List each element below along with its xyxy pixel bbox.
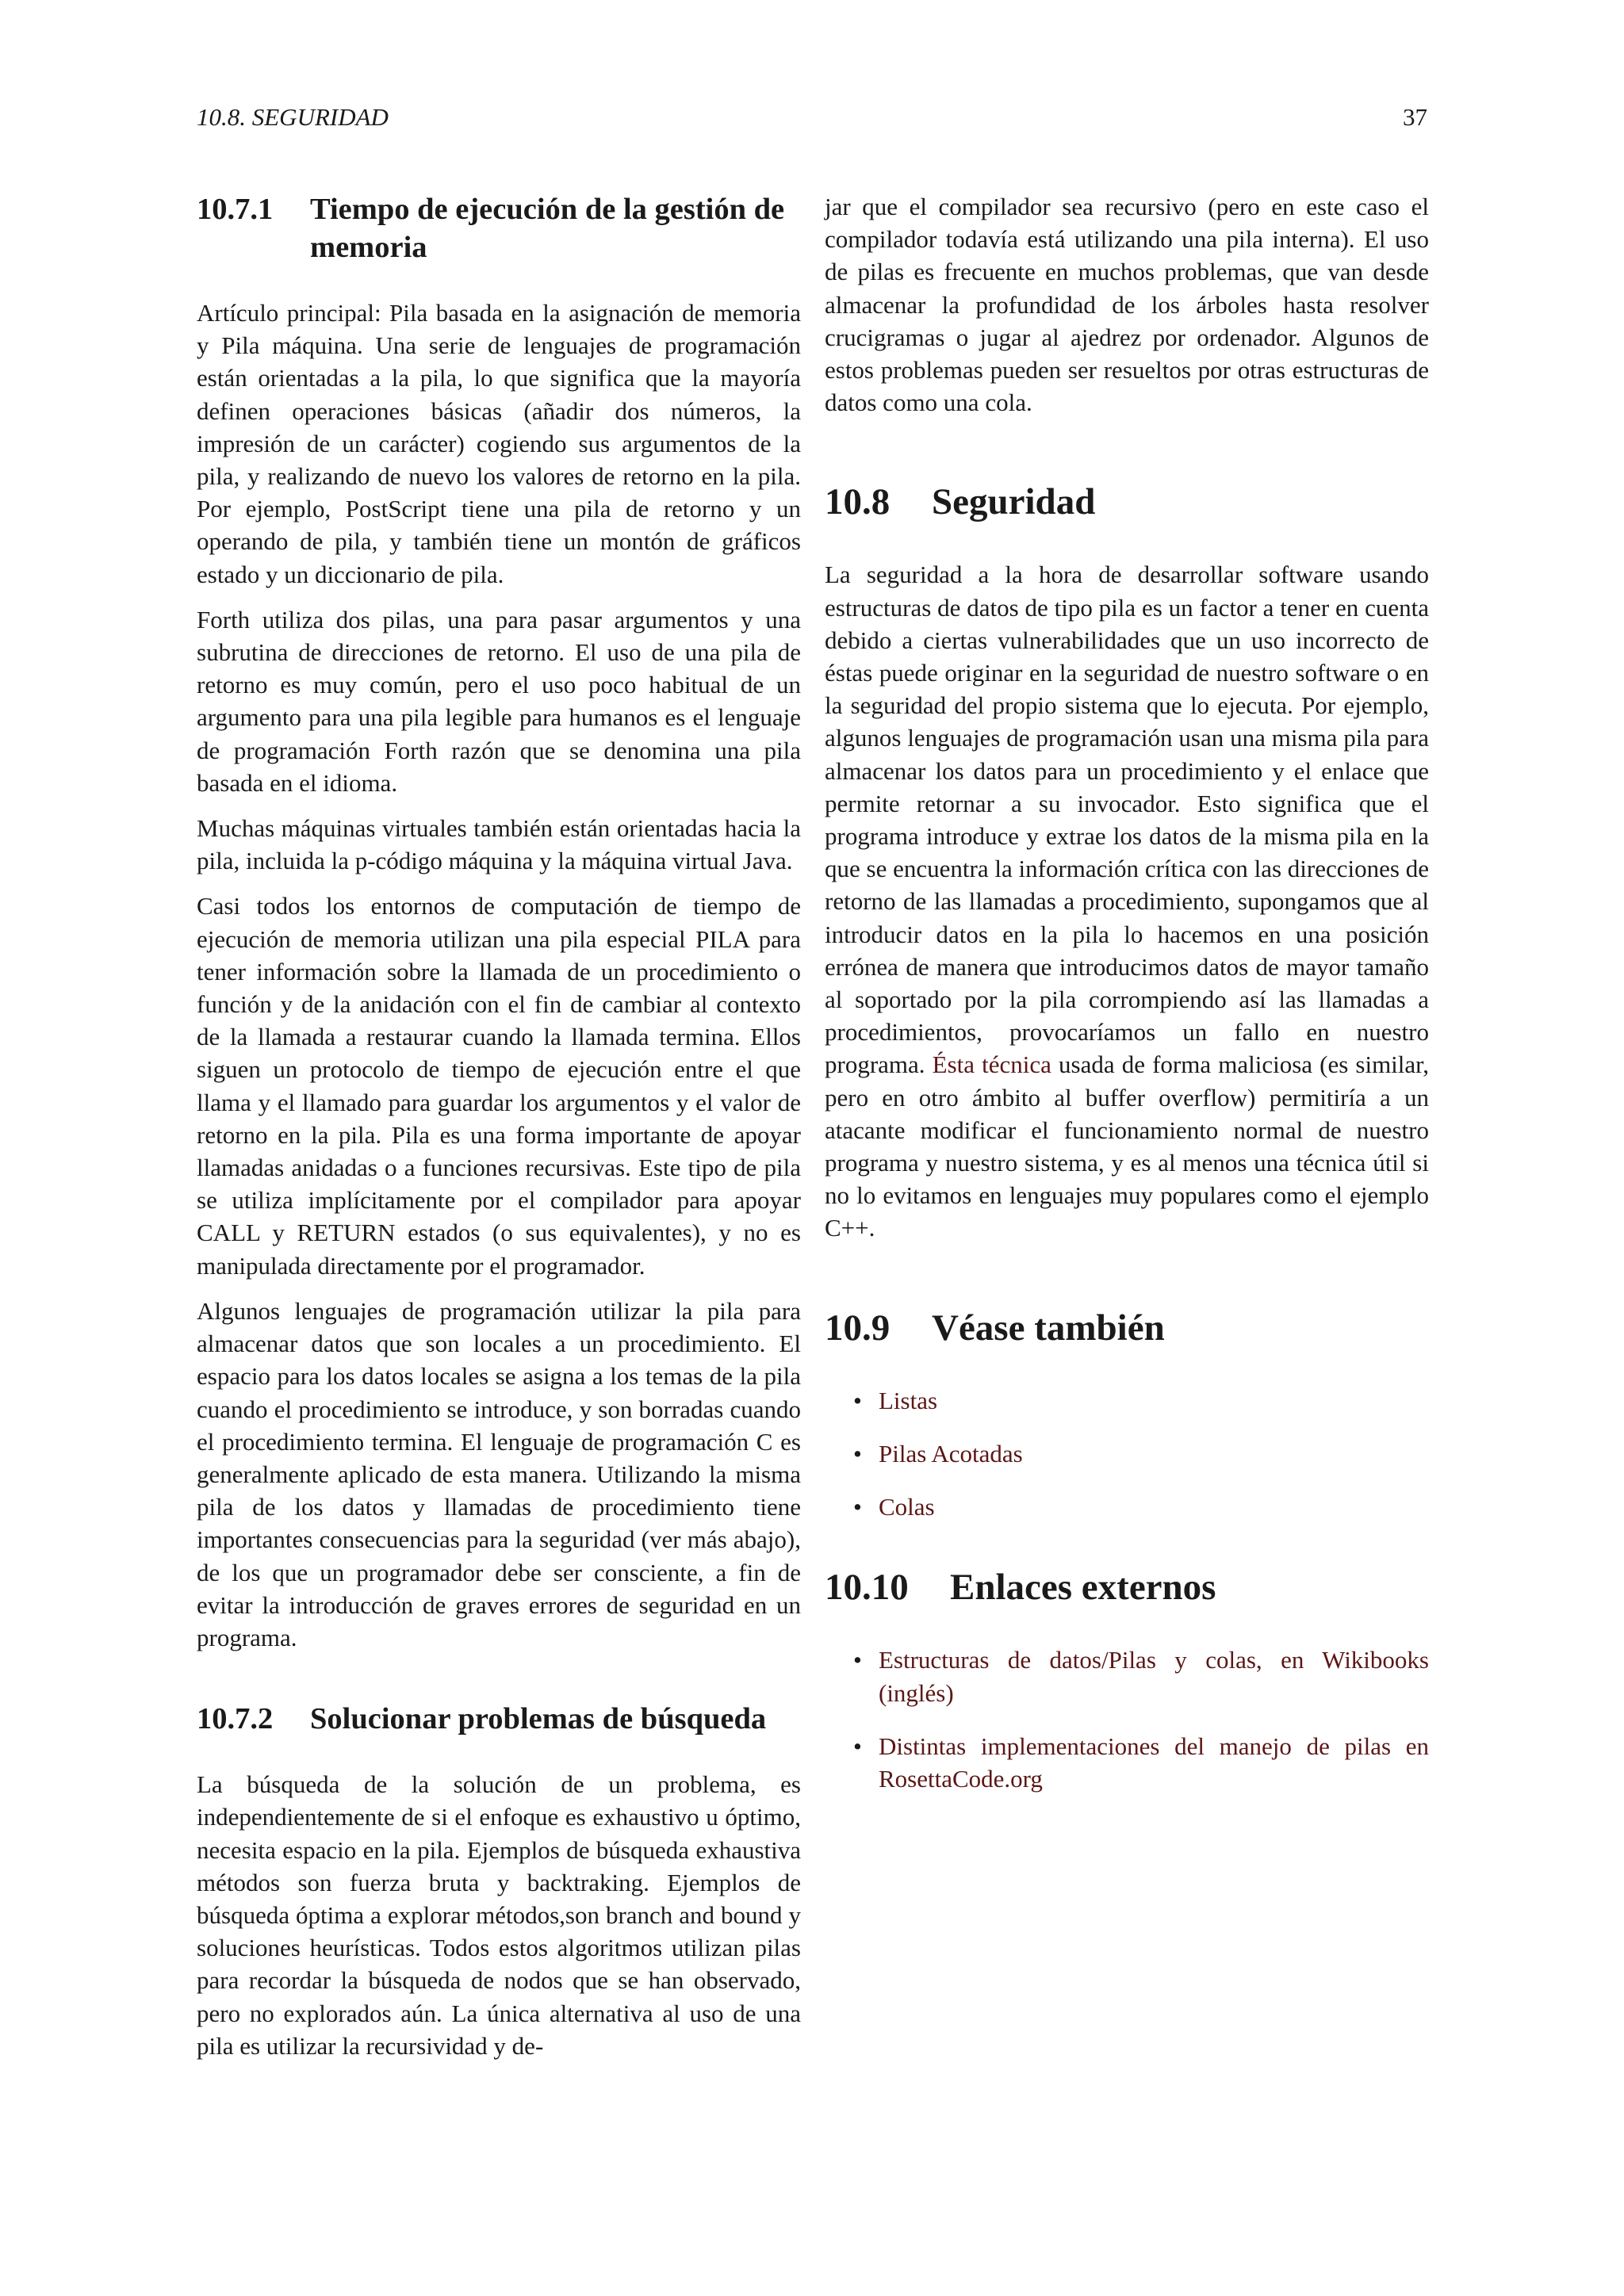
section-heading-10-8 [825,479,1429,525]
paragraph-continuation: jar que el compilador sea recursivo (pero en este caso el compilador todavía está utilizando una pila interna). El uso de pilas es frecuente en muchos problemas, que van desde almacenar la profundidad de los árboles hasta resolver crucigramas o jugar al ajedrez por ordenador. Algunos de estos problemas pueden ser resueltos por otras estructuras de datos como una cola. [825,193,1429,417]
subsection-number: 10.7.1 [197,193,274,226]
paragraph: Forth utiliza dos pilas, una para pasar argumentos y una subrutina de direcciones de retorno. El uso de una pila de retorno es muy común, pero el uso poco habitual de un argumento para una pila legible para humanos es el lenguaje de programación Forth razón que se denomina una pila basada en el idioma. [197,605,801,797]
link-colas[interactable]: Colas [879,1493,935,1521]
bullet-icon: • [853,1732,862,1760]
section-heading-10-10 [825,1564,1429,1610]
subsection-title: Solucionar problemas de búsqueda [310,1702,767,1736]
bullet-icon: • [853,1386,862,1414]
section-title: Enlaces externos [950,1567,1216,1609]
section-number: 10.10 [825,1567,909,1609]
bullet-icon: • [853,1493,862,1521]
link-wikibooks[interactable]: Estructuras de datos/Pilas y colas, en Wikibooks (inglés) [879,1646,1429,1707]
page-number: 37 [1403,103,1427,131]
section-number: 10.8 [825,481,891,523]
list-item [825,1730,1429,1795]
section-number: 10.9 [825,1307,891,1349]
list-item [825,1437,1429,1470]
paragraph-text: La seguridad a la hora de desarrollar software usando estructuras de datos de tipo pila es un factor a tener en cuenta debido a ciertas vulnerabilidades que un uso incorrecto de éstas puede originar en la seguridad de nuestro software o en la seguridad del propio sistema que lo ejecuta. Por ejemplo, algunos lenguajes de programación usan una misma pila para almacenar los datos para un procedimiento y el enlace que permite retornar a su invocador. Esto significa que el programa introduce y extrae los datos de la misma pila en la que se encuentra la información crítica con las direcciones de retorno de las llamadas a procedimiento, supongamos que al introducir datos en la pila lo hacemos en una posición errónea de manera que introducimos datos de mayor tamaño al soportado por la pila corrompiendo así las llamadas a procedimientos, provocaríamos un fallo en nuestro programa. [825,561,1429,1079]
subsection-heading-10-7-1 [197,190,801,266]
section-heading-10-9 [825,1305,1429,1351]
paragraph: La búsqueda de la solución de un problema, es independientemente de si el enfoque es exhaustivo u óptimo, necesita espacio en la pila. Ejemplos de búsqueda exhaustiva métodos son fuerza bruta y backtraking. Ejemplos de búsqueda óptima a explorar métodos,son branch and bound y soluciones heurísticas. Todos estos algoritmos utilizan pilas para recordar la búsqueda de nodos que se han observado, pero no explorados aún. La única alternativa al uso de una pila es utilizar la recursividad y de- [197,1770,801,2060]
bullet-icon: • [853,1439,862,1468]
section-title: Véase también [932,1307,1165,1349]
link-pilas-acotadas[interactable]: Pilas Acotadas [879,1439,1023,1468]
right-column [825,190,1429,1830]
paragraph: Muchas máquinas virtuales también están orientadas hacia la pila, incluida la p-código máquina y la máquina virtual Java. [197,814,801,875]
external-links-list [825,1644,1429,1795]
list-item [825,1644,1429,1709]
running-header [197,101,1427,133]
list-item [825,1384,1429,1417]
section-title: Seguridad [932,481,1096,523]
subsection-title: Tiempo de ejecución de la gestión de memoria [310,193,785,264]
paragraph: Algunos lenguajes de programación utilizar la pila para almacenar datos que son locales a un procedimiento. El espacio para los datos locales se asigna a los temas de la pila cuando el procedimiento se introduce, y son borradas cuando el procedimiento termina. El lenguaje de programación C es generalmente aplicado de esta manera. Utilizando la misma pila de los datos y llamadas de procedimiento tiene importantes consecuencias para la seguridad (ver más abajo), de los que un programador debe ser consciente, a fin de evitar la introducción de graves errores de seguridad en un programa. [197,1296,801,1651]
link-rosettacode[interactable]: Distintas implementaciones del manejo de pilas en RosettaCode.org [879,1732,1429,1793]
list-item [825,1490,1429,1523]
inline-link-esta-tecnica[interactable]: Ésta técnica [932,1050,1051,1079]
left-column [197,190,801,2075]
bullet-icon: • [853,1646,862,1674]
link-listas[interactable]: Listas [879,1386,938,1414]
paragraph: Artículo principal: Pila basada en la asignación de memoria y Pila máquina. Una serie de lenguajes de programación están orientadas a la pila, lo que significa que la mayoría definen operaciones básicas (añadir dos números, la impresión de un carácter) cogiendo sus argumentos de la pila, y realizando de nuevo los valores de retorno en la pila. Por ejemplo, PostScript tiene una pila de retorno y un operando de pila, y también tiene un montón de gráficos estado y un diccionario de pila. [197,299,801,588]
subsection-number: 10.7.2 [197,1702,274,1736]
paragraph-text: usada de forma maliciosa (es similar, pero en otro ámbito al buffer overflow) permitiría a un atacante modificar el funcionamiento normal de nuestro programa y nuestro sistema, y es al menos una técnica útil si no lo evitamos en lenguajes muy populares como el ejemplo C++. [825,1050,1430,1242]
header-section-title: 10.8. SEGURIDAD [197,103,389,131]
paragraph: Casi todos los entornos de computación de tiempo de ejecución de memoria utilizan una pila especial PILA para tener información sobre la llamada de un procedimiento o función y de la anidación con el fin de cambiar al contexto de la llamada a restaurar cuando la llamada termina. Ellos siguen un protocolo de tiempo de ejecución entre el que llama y el llamado para guardar los argumentos y el valor de retorno en la pila. Pila es una forma importante de apoyar llamadas anidadas o a funciones recursivas. Este tipo de pila se utiliza implícitamente por el compilador para apoyar CALL y RETURN estados (o sus equivalentes), y no es manipulada directamente por el programador. [197,892,801,1280]
subsection-heading-10-7-2 [197,1700,801,1738]
paragraph-security [825,558,1429,1244]
see-also-list [825,1384,1429,1524]
